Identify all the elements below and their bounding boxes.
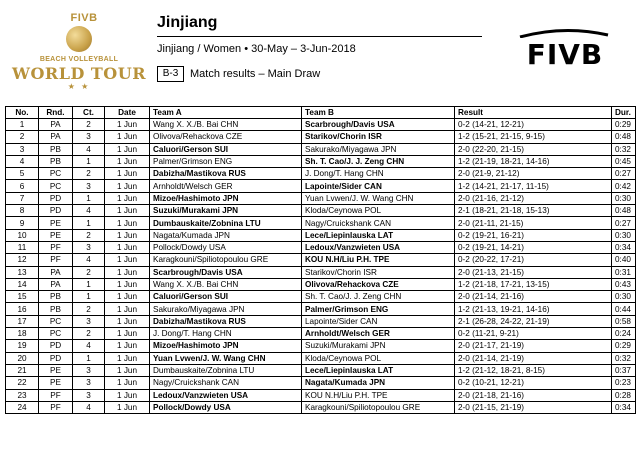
swoosh-icon [518, 28, 610, 38]
round-cell: PB [39, 155, 73, 167]
duration-cell: 0:34 [612, 241, 636, 253]
result-cell: 0-2 (19-21, 16-21) [455, 229, 612, 241]
result-cell: 1-2 (21-19, 18-21, 14-16) [455, 155, 612, 167]
court-cell: 2 [73, 119, 105, 131]
date-cell: 1 Jun [105, 328, 150, 340]
team-b-cell: KOU N.H/Liu P.H. TPE [302, 254, 455, 266]
team-a-cell: Caluori/Gerson SUI [150, 143, 302, 155]
table-row [6, 291, 636, 303]
team-a-cell: Karagkouni/Spiliotopoulou GRE [150, 254, 302, 266]
court-cell: 1 [73, 192, 105, 204]
team-b-cell: Starikov/Chorin ISR [302, 131, 455, 143]
match-number-cell: 20 [6, 352, 39, 364]
result-cell: 2-0 (22-20, 21-15) [455, 143, 612, 155]
title-divider [157, 36, 482, 37]
match-number-cell: 24 [6, 401, 39, 413]
court-cell: 4 [73, 205, 105, 217]
date-cell: 1 Jun [105, 254, 150, 266]
duration-cell: 0:30 [612, 291, 636, 303]
match-number-cell: 9 [6, 217, 39, 229]
volleyball-icon [66, 26, 92, 52]
team-b-cell: Lapointe/Sider CAN [302, 315, 455, 327]
team-b-cell: Olivova/Rehackova CZE [302, 278, 455, 290]
team-b-cell: Ledoux/Vanzwieten USA [302, 241, 455, 253]
result-cell: 2-0 (21-16, 21-12) [455, 192, 612, 204]
result-cell: 2-0 (21-15, 21-19) [455, 401, 612, 413]
court-cell: 3 [73, 131, 105, 143]
duration-cell: 0:37 [612, 364, 636, 376]
date-cell: 1 Jun [105, 352, 150, 364]
date-cell: 1 Jun [105, 205, 150, 217]
col-round-header: Rnd. [39, 107, 73, 119]
results-body [6, 119, 636, 414]
duration-cell: 0:48 [612, 131, 636, 143]
team-a-cell: Dumbauskaite/Zobnina LTU [150, 364, 302, 376]
court-cell: 3 [73, 364, 105, 376]
table-row [6, 241, 636, 253]
duration-cell: 0:45 [612, 155, 636, 167]
team-a-cell: Olivova/Rehackova CZE [150, 131, 302, 143]
round-cell: PB [39, 303, 73, 315]
col-team-a-header: Team A [150, 107, 302, 119]
round-cell: PC [39, 315, 73, 327]
team-b-cell: Sh. T. Cao/J. J. Zeng CHN [302, 155, 455, 167]
team-a-cell: Pollock/Dowdy USA [150, 241, 302, 253]
round-cell: PF [39, 389, 73, 401]
round-cell: PA [39, 278, 73, 290]
date-cell: 1 Jun [105, 229, 150, 241]
court-cell: 4 [73, 401, 105, 413]
round-cell: PD [39, 340, 73, 352]
result-cell: 1-2 (15-21, 21-15, 9-15) [455, 131, 612, 143]
date-cell: 1 Jun [105, 155, 150, 167]
match-number-cell: 19 [6, 340, 39, 352]
duration-cell: 0:27 [612, 217, 636, 229]
duration-cell: 0:32 [612, 143, 636, 155]
match-number-cell: 10 [6, 229, 39, 241]
result-cell: 1-2 (21-18, 17-21, 13-15) [455, 278, 612, 290]
court-cell: 1 [73, 278, 105, 290]
duration-cell: 0:32 [612, 352, 636, 364]
date-cell: 1 Jun [105, 303, 150, 315]
match-number-cell: 6 [6, 180, 39, 192]
fivb-logo-text: FIVB [526, 38, 604, 71]
team-a-cell: Dumbauskaite/Zobnina LTU [150, 217, 302, 229]
date-cell: 1 Jun [105, 119, 150, 131]
round-cell: PE [39, 229, 73, 241]
logo-fivb-text: FIVB [70, 12, 98, 24]
table-row [6, 340, 636, 352]
team-b-cell: Lapointe/Sider CAN [302, 180, 455, 192]
team-b-cell: J. Dong/T. Hang CHN [302, 168, 455, 180]
event-dates: 30-May – 3-Jun-2018 [251, 43, 356, 55]
col-duration-header: Dur. [612, 107, 636, 119]
court-cell: 2 [73, 229, 105, 241]
team-b-cell: KOU N.H/Liu P.H. TPE [302, 389, 455, 401]
date-cell: 1 Jun [105, 278, 150, 290]
team-a-cell: Sakurako/Miyagawa JPN [150, 303, 302, 315]
document-code: B-3 [157, 66, 184, 82]
round-cell: PE [39, 377, 73, 389]
table-row [6, 180, 636, 192]
team-a-cell: Nagy/Cruickshank CAN [150, 377, 302, 389]
table-row [6, 119, 636, 131]
table-row [6, 217, 636, 229]
court-cell: 3 [73, 389, 105, 401]
duration-cell: 0:40 [612, 254, 636, 266]
team-a-cell: J. Dong/T. Hang CHN [150, 328, 302, 340]
match-number-cell: 13 [6, 266, 39, 278]
team-b-cell: Lece/Liepinlauska LAT [302, 229, 455, 241]
team-b-cell: Karagkouni/Spiliotopoulou GRE [302, 401, 455, 413]
round-cell: PA [39, 266, 73, 278]
result-cell: 2-0 (21-18, 21-16) [455, 389, 612, 401]
team-a-cell: Yuan Lvwen/J. W. Wang CHN [150, 352, 302, 364]
table-header-row [6, 107, 636, 119]
date-cell: 1 Jun [105, 131, 150, 143]
team-b-cell: Nagata/Kumada JPN [302, 377, 455, 389]
match-number-cell: 11 [6, 241, 39, 253]
result-cell: 2-0 (21-14, 21-16) [455, 291, 612, 303]
round-cell: PC [39, 180, 73, 192]
duration-cell: 0:31 [612, 266, 636, 278]
result-cell: 0-2 (20-22, 17-21) [455, 254, 612, 266]
team-b-cell: Starikov/Chorin ISR [302, 266, 455, 278]
match-number-cell: 4 [6, 155, 39, 167]
court-cell: 2 [73, 168, 105, 180]
match-number-cell: 12 [6, 254, 39, 266]
duration-cell: 0:23 [612, 377, 636, 389]
team-a-cell: Wang X. X./B. Bai CHN [150, 278, 302, 290]
col-court-header: Ct. [73, 107, 105, 119]
event-location: Jinjiang / Women [157, 43, 242, 55]
result-cell: 2-1 (26-28, 24-22, 21-19) [455, 315, 612, 327]
round-cell: PF [39, 254, 73, 266]
table-row [6, 352, 636, 364]
court-cell: 1 [73, 291, 105, 303]
result-cell: 0-2 (14-21, 12-21) [455, 119, 612, 131]
round-cell: PF [39, 401, 73, 413]
round-cell: PD [39, 192, 73, 204]
match-number-cell: 8 [6, 205, 39, 217]
match-number-cell: 7 [6, 192, 39, 204]
page-title: Jinjiang [157, 14, 218, 31]
table-row [6, 168, 636, 180]
team-b-cell: Suzuki/Murakami JPN [302, 340, 455, 352]
court-cell: 2 [73, 328, 105, 340]
team-a-cell: Dabizha/Mastikova RUS [150, 168, 302, 180]
duration-cell: 0:44 [612, 303, 636, 315]
date-cell: 1 Jun [105, 389, 150, 401]
court-cell: 4 [73, 254, 105, 266]
match-number-cell: 23 [6, 389, 39, 401]
team-b-cell: Yuan Lvwen/J. W. Wang CHN [302, 192, 455, 204]
court-cell: 1 [73, 217, 105, 229]
round-cell: PE [39, 364, 73, 376]
col-no-header: No. [6, 107, 39, 119]
round-cell: PF [39, 241, 73, 253]
team-a-cell: Dabizha/Mastikova RUS [150, 315, 302, 327]
round-cell: PE [39, 217, 73, 229]
court-cell: 3 [73, 180, 105, 192]
duration-cell: 0:28 [612, 389, 636, 401]
result-cell: 2-0 (21-9, 21-12) [455, 168, 612, 180]
result-cell: 2-0 (21-13, 21-15) [455, 266, 612, 278]
duration-cell: 0:34 [612, 401, 636, 413]
round-cell: PA [39, 131, 73, 143]
team-a-cell: Pollock/Dowdy USA [150, 401, 302, 413]
team-b-cell: Sakurako/Miyagawa JPN [302, 143, 455, 155]
round-cell: PC [39, 328, 73, 340]
duration-cell: 0:48 [612, 205, 636, 217]
team-b-cell: Scarbrough/Davis USA [302, 119, 455, 131]
logo-title: WORLD TOUR [12, 64, 146, 83]
court-cell: 1 [73, 155, 105, 167]
team-a-cell: Ledoux/Vanzwieten USA [150, 389, 302, 401]
table-row [6, 155, 636, 167]
result-cell: 2-1 (18-21, 21-18, 15-13) [455, 205, 612, 217]
duration-cell: 0:58 [612, 315, 636, 327]
date-cell: 1 Jun [105, 291, 150, 303]
event-logo [4, 12, 146, 92]
table-row [6, 364, 636, 376]
match-number-cell: 14 [6, 278, 39, 290]
court-cell: 4 [73, 340, 105, 352]
table-row [6, 389, 636, 401]
match-number-cell: 21 [6, 364, 39, 376]
results-table [5, 106, 636, 414]
table-row [6, 254, 636, 266]
date-cell: 1 Jun [105, 217, 150, 229]
table-row [6, 266, 636, 278]
date-cell: 1 Jun [105, 401, 150, 413]
date-cell: 1 Jun [105, 364, 150, 376]
result-cell: 2-0 (21-11, 21-15) [455, 217, 612, 229]
match-number-cell: 2 [6, 131, 39, 143]
date-cell: 1 Jun [105, 192, 150, 204]
match-number-cell: 17 [6, 315, 39, 327]
bullet: • [244, 43, 249, 55]
event-subtitle [157, 43, 356, 55]
duration-cell: 0:43 [612, 278, 636, 290]
table-row [6, 229, 636, 241]
team-b-cell: Kloda/Ceynowa POL [302, 205, 455, 217]
date-cell: 1 Jun [105, 180, 150, 192]
team-a-cell: Wang X. X./B. Bai CHN [150, 119, 302, 131]
date-cell: 1 Jun [105, 143, 150, 155]
round-cell: PA [39, 119, 73, 131]
team-b-cell: Lece/Liepinlauska LAT [302, 364, 455, 376]
team-b-cell: Arnholdt/Welsch GER [302, 328, 455, 340]
result-cell: 2-0 (21-17, 21-19) [455, 340, 612, 352]
logo-stars: ★ ★ [67, 82, 91, 91]
table-row [6, 377, 636, 389]
duration-cell: 0:27 [612, 168, 636, 180]
duration-cell: 0:29 [612, 340, 636, 352]
court-cell: 4 [73, 143, 105, 155]
round-cell: PB [39, 143, 73, 155]
col-date-header: Date [105, 107, 150, 119]
match-number-cell: 18 [6, 328, 39, 340]
match-number-cell: 22 [6, 377, 39, 389]
court-cell: 2 [73, 303, 105, 315]
duration-cell: 0:29 [612, 119, 636, 131]
result-cell: 0-2 (11-21, 9-21) [455, 328, 612, 340]
team-a-cell: Arnholdt/Welsch GER [150, 180, 302, 192]
team-a-cell: Caluori/Gerson SUI [150, 291, 302, 303]
date-cell: 1 Jun [105, 241, 150, 253]
result-cell: 0-2 (10-21, 12-21) [455, 377, 612, 389]
table-row [6, 401, 636, 413]
date-cell: 1 Jun [105, 168, 150, 180]
match-number-cell: 3 [6, 143, 39, 155]
round-cell: PD [39, 205, 73, 217]
table-row [6, 278, 636, 290]
duration-cell: 0:30 [612, 229, 636, 241]
fivb-logo [510, 28, 620, 71]
match-number-cell: 1 [6, 119, 39, 131]
col-team-b-header: Team B [302, 107, 455, 119]
team-b-cell: Sh. T. Cao/J. J. Zeng CHN [302, 291, 455, 303]
team-a-cell: Mizoe/Hashimoto JPN [150, 340, 302, 352]
team-b-cell: Palmer/Grimson ENG [302, 303, 455, 315]
match-number-cell: 5 [6, 168, 39, 180]
court-cell: 3 [73, 241, 105, 253]
duration-cell: 0:42 [612, 180, 636, 192]
court-cell: 1 [73, 352, 105, 364]
duration-cell: 0:24 [612, 328, 636, 340]
table-row [6, 205, 636, 217]
table-row [6, 192, 636, 204]
col-result-header: Result [455, 107, 612, 119]
team-a-cell: Palmer/Grimson ENG [150, 155, 302, 167]
table-row [6, 328, 636, 340]
result-cell: 1-2 (21-13, 19-21, 14-16) [455, 303, 612, 315]
date-cell: 1 Jun [105, 340, 150, 352]
team-a-cell: Scarbrough/Davis USA [150, 266, 302, 278]
result-cell: 1-2 (21-12, 18-21, 8-15) [455, 364, 612, 376]
result-cell: 0-2 (19-21, 14-21) [455, 241, 612, 253]
team-b-cell: Nagy/Cruickshank CAN [302, 217, 455, 229]
team-b-cell: Kloda/Ceynowa POL [302, 352, 455, 364]
table-row [6, 131, 636, 143]
duration-cell: 0:30 [612, 192, 636, 204]
table-row [6, 303, 636, 315]
result-cell: 2-0 (21-14, 21-19) [455, 352, 612, 364]
round-cell: PD [39, 352, 73, 364]
team-a-cell: Suzuki/Murakami JPN [150, 205, 302, 217]
match-number-cell: 16 [6, 303, 39, 315]
table-row [6, 143, 636, 155]
team-a-cell: Nagata/Kumada JPN [150, 229, 302, 241]
logo-subtitle: BEACH VOLLEYBALL [39, 56, 119, 63]
court-cell: 3 [73, 377, 105, 389]
document-description: Match results – Main Draw [190, 68, 321, 80]
match-number-cell: 15 [6, 291, 39, 303]
date-cell: 1 Jun [105, 377, 150, 389]
result-cell: 1-2 (14-21, 21-17, 11-15) [455, 180, 612, 192]
round-cell: PB [39, 291, 73, 303]
date-cell: 1 Jun [105, 266, 150, 278]
round-cell: PC [39, 168, 73, 180]
court-cell: 3 [73, 315, 105, 327]
team-a-cell: Mizoe/Hashimoto JPN [150, 192, 302, 204]
court-cell: 2 [73, 266, 105, 278]
table-row [6, 315, 636, 327]
date-cell: 1 Jun [105, 315, 150, 327]
